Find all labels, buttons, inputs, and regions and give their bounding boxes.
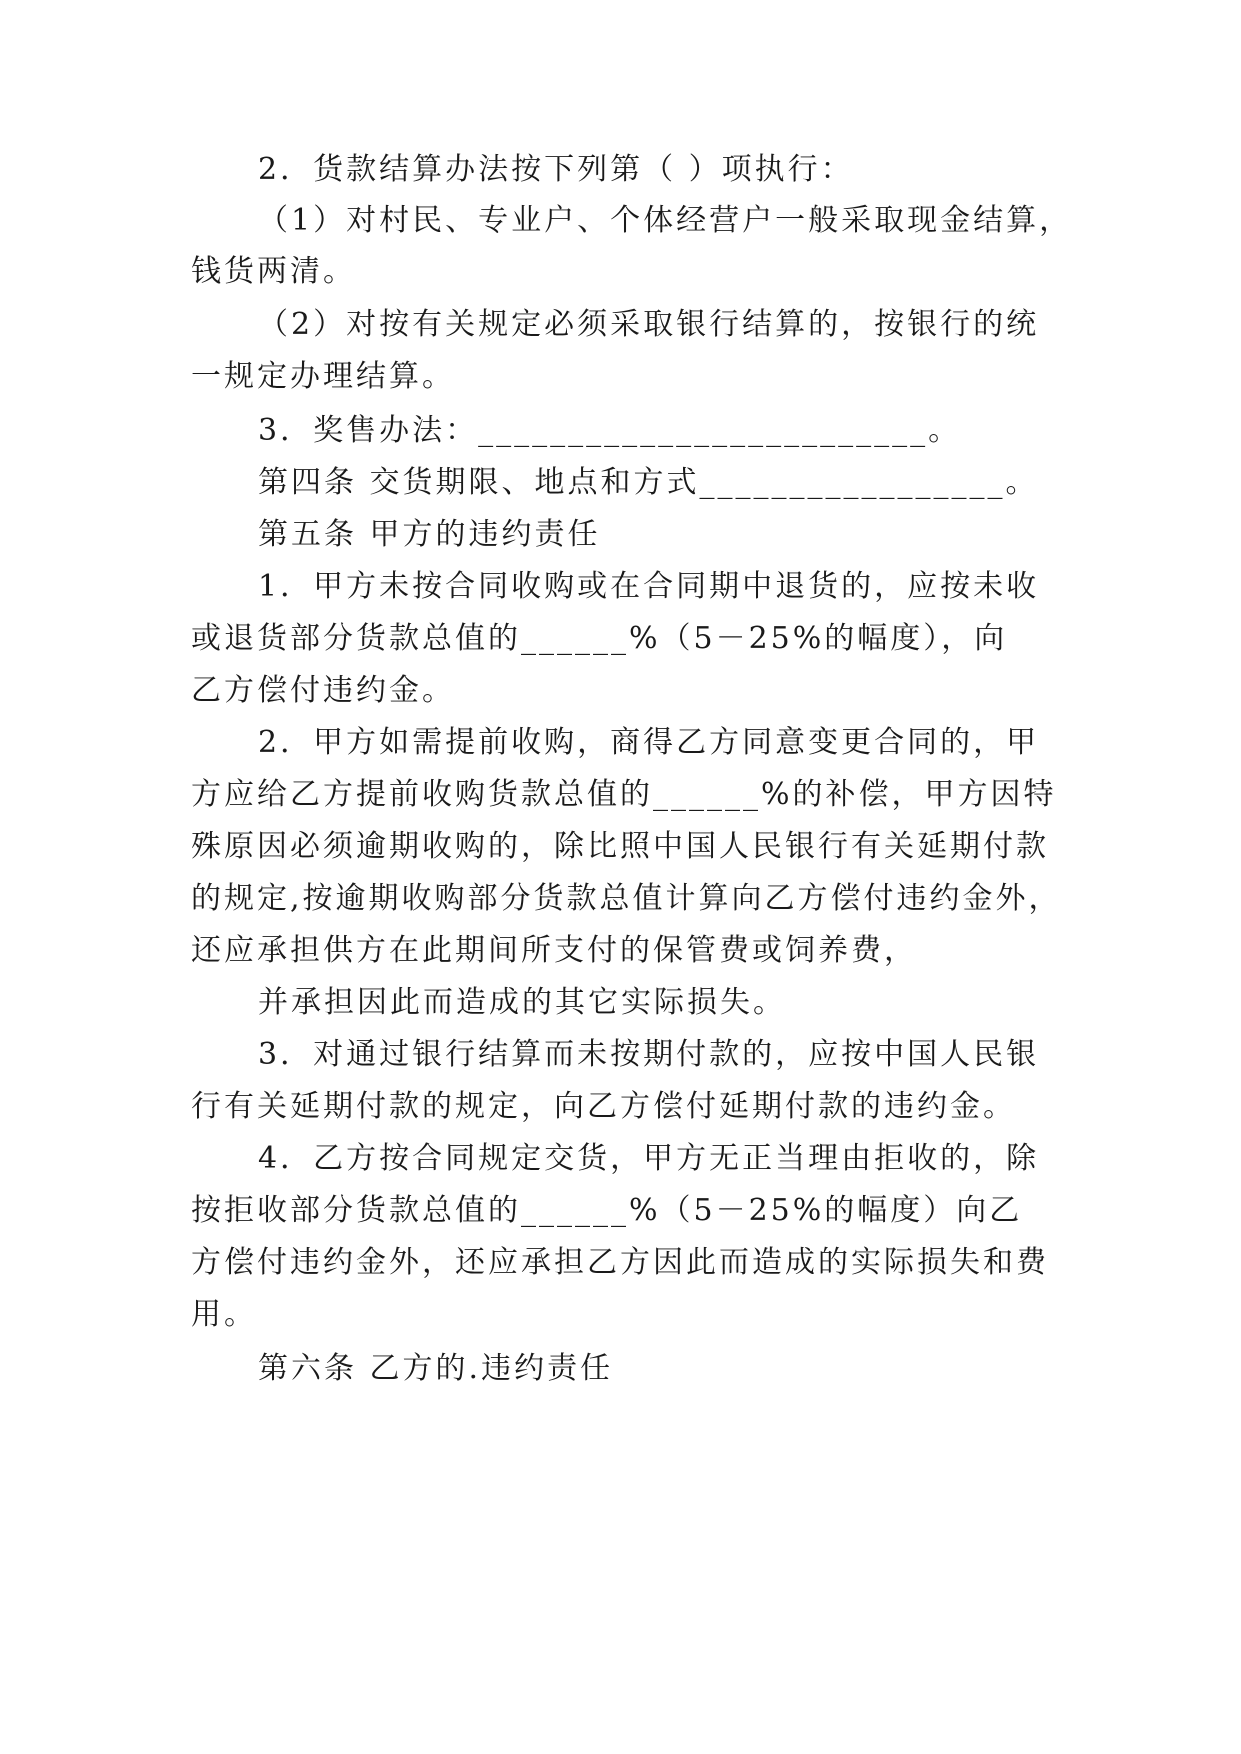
party-a-clause-2-cont1: 方应给乙方提前收购货款总值的______%的补偿，甲方因特 — [191, 777, 1057, 812]
settlement-option-2-cont: 一规定办理结算。 — [191, 359, 455, 394]
party-a-clause-3-cont: 行有关延期付款的规定，向乙方偿付延期付款的违约金。 — [191, 1089, 1016, 1124]
party-a-clause-1-cont: 或退货部分货款总值的______%（5－25%的幅度），向 — [191, 621, 1008, 656]
party-a-clause-2: 2．甲方如需提前收购，商得乙方同意变更合同的，甲 — [258, 725, 1040, 760]
party-a-clause-4: 4．乙方按合同规定交货，甲方无正当理由拒收的，除 — [258, 1141, 1040, 1176]
clause-2-settlement-method: 2．货款结算办法按下列第（ ）项执行： — [258, 152, 854, 187]
settlement-option-2: （2）对按有关规定必须采取银行结算的，按银行的统 — [258, 307, 1040, 342]
party-a-clause-4-end: 用。 — [191, 1297, 257, 1332]
party-a-clause-1-end: 乙方偿付违约金。 — [191, 673, 455, 708]
article-6-heading: 第六条 乙方的.违约责任 — [258, 1351, 614, 1386]
party-a-clause-2-end: 并承担因此而造成的其它实际损失。 — [258, 985, 786, 1020]
party-a-clause-4-cont1: 按拒收部分货款总值的______%（5－25%的幅度）向乙 — [191, 1193, 1023, 1228]
party-a-clause-2-cont3: 的规定,按逾期收购部分货款总值计算向乙方偿付违约金外， — [191, 881, 1062, 916]
party-a-clause-1: 1．甲方未按合同收购或在合同期中退货的，应按未收 — [258, 569, 1040, 604]
party-a-clause-2-cont4: 还应承担供方在此期间所支付的保管费或饲养费， — [191, 933, 917, 968]
clause-3-incentive: 3．奖售办法：_________________________。 — [258, 413, 962, 448]
article-5-heading: 第五条 甲方的违约责任 — [258, 517, 601, 552]
article-4-delivery: 第四条 交货期限、地点和方式_________________。 — [258, 465, 1039, 500]
settlement-option-1: （1）对村民、专业户、个体经营户一般采取现金结算， — [258, 203, 1073, 238]
party-a-clause-2-cont2: 殊原因必须逾期收购的，除比照中国人民银行有关延期付款 — [191, 829, 1049, 864]
party-a-clause-4-cont2: 方偿付违约金外，还应承担乙方因此而造成的实际损失和费 — [191, 1245, 1049, 1280]
settlement-option-1-cont: 钱货两清。 — [191, 254, 356, 289]
party-a-clause-3: 3．对通过银行结算而未按期付款的，应按中国人民银 — [258, 1037, 1040, 1072]
